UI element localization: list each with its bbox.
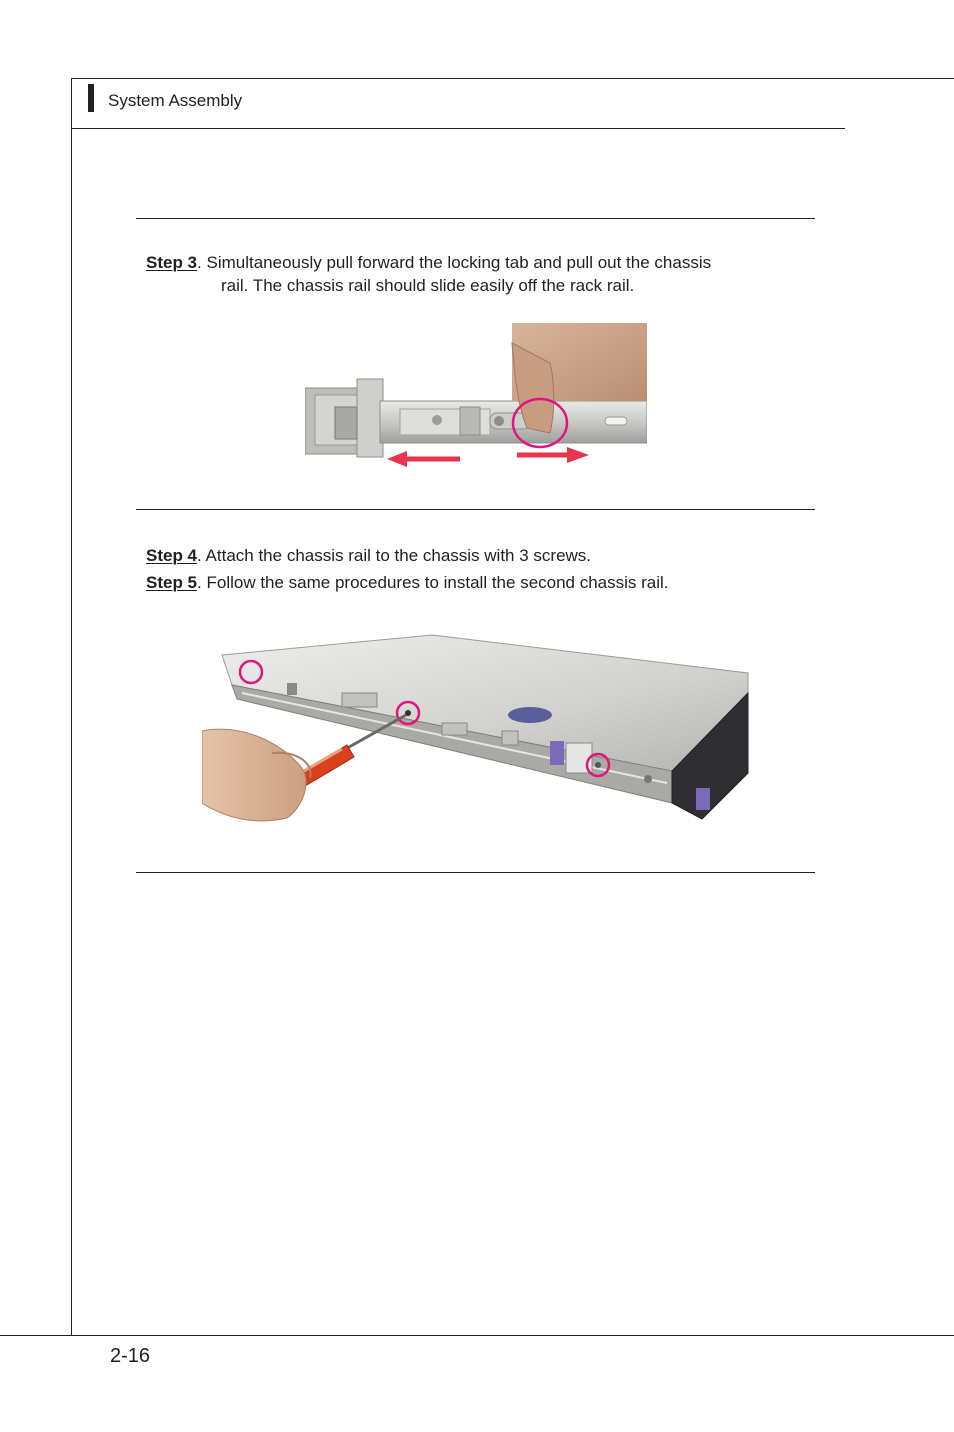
- step-4-line: [146, 545, 591, 567]
- header-rule: [71, 128, 845, 129]
- step-5-line: [146, 572, 669, 594]
- step-4-text: . Attach the chassis rail to the chassis with 3 screws.: [197, 546, 592, 565]
- chassis-rail-attach-photo: [202, 633, 750, 825]
- left-margin-rule: [71, 78, 72, 1336]
- header-accent-bar: [88, 84, 94, 112]
- separator-2: [136, 509, 815, 510]
- top-rule: [71, 78, 954, 79]
- step-4-label: Step 4: [146, 546, 198, 565]
- section-title: System Assembly: [108, 91, 243, 110]
- separator-3: [136, 872, 815, 873]
- step-3-line: [146, 252, 711, 274]
- page-number: 2-16: [110, 1345, 151, 1367]
- step-3-label: Step 3: [146, 253, 198, 272]
- footer-rule: [0, 1335, 954, 1336]
- chassis-rail-removal-photo: [305, 323, 647, 471]
- step-5-text: . Follow the same procedures to install the second chassis rail.: [197, 573, 669, 592]
- step-3-continuation: rail. The chassis rail should slide easily off the rack rail.: [221, 276, 635, 295]
- step-5-label: Step 5: [146, 573, 198, 592]
- step-3-text: . Simultaneously pull forward the locking tab and pull out the chassis: [197, 253, 712, 272]
- separator-1: [136, 218, 815, 219]
